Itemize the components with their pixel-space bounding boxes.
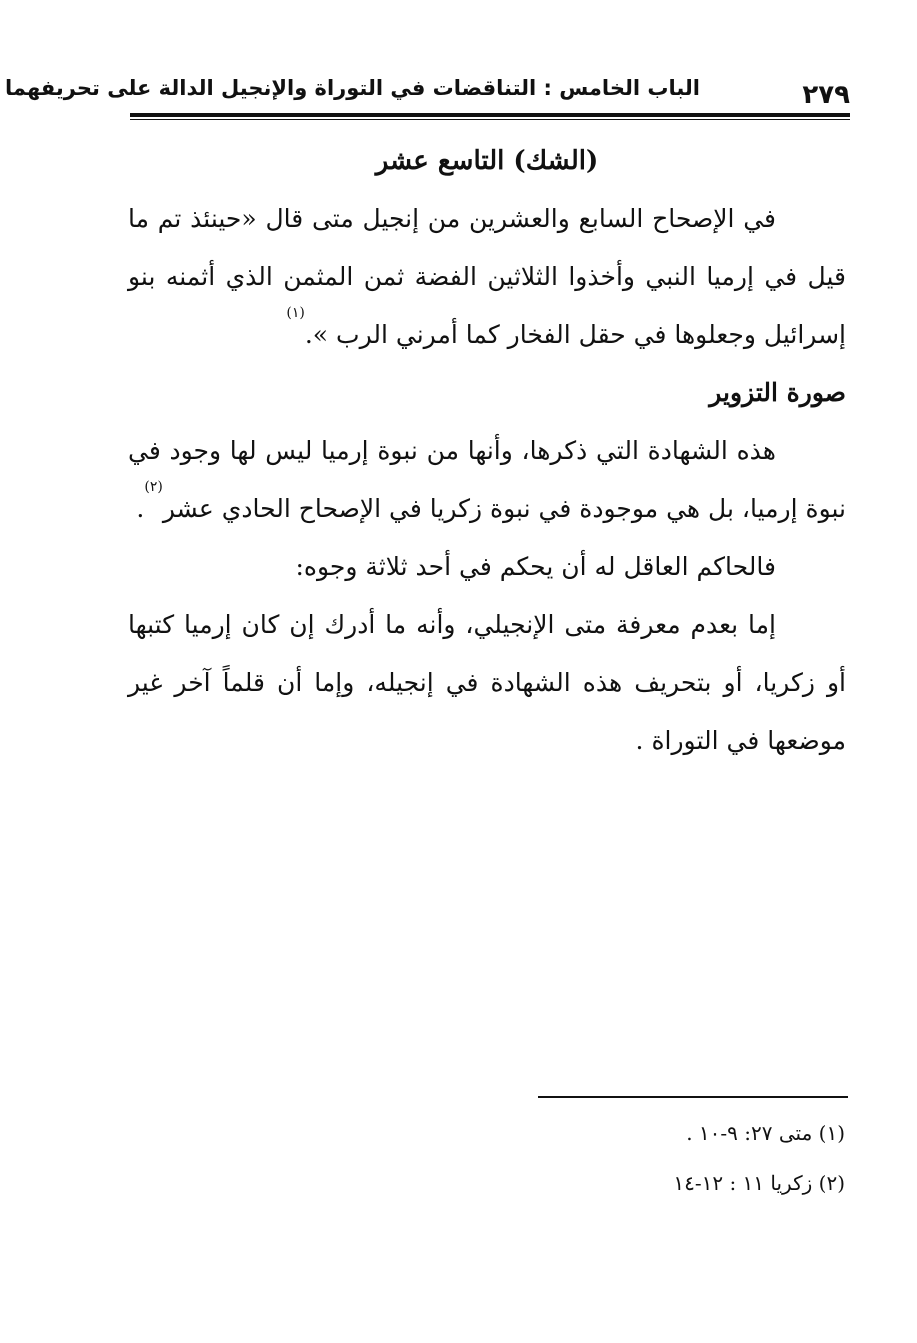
- para4-line-1: إما بعدم معرفة متى الإنجيلي، وأنه ما أدرك إن كان إرميا كتبها: [128, 610, 776, 639]
- paragraph-2: [128, 422, 846, 538]
- body-text: [128, 132, 846, 770]
- header-rule-thin: [130, 119, 850, 120]
- footnote-ref-2: (٢): [144, 479, 163, 495]
- footnote-separator: [538, 1096, 848, 1098]
- footnotes: [500, 1108, 845, 1208]
- para2-end: .: [136, 494, 145, 523]
- paragraph-1: [128, 190, 846, 364]
- para2-line-1: هذه الشهادة التي ذكرها، وأنها من نبوة إرميا ليس لها وجود في: [128, 436, 776, 465]
- page-header: [4, 72, 850, 112]
- footnote-1: (١) متى ٢٧: ٩-١٠ .: [686, 1121, 845, 1145]
- paragraph-4: [128, 596, 846, 770]
- footnote-2: (٢) زكريا ١١ : ١٢-١٤: [673, 1171, 845, 1195]
- para2-line-2: نبوة إرميا، بل هي موجودة في نبوة زكريا في الإصحاح الحادي عشر: [162, 494, 846, 523]
- para1-line-1: في الإصحاح السابع والعشرين من إنجيل متى قال «حينئذ تم ما: [128, 204, 776, 233]
- paragraph-3: فالحاكم العاقل له أن يحكم في أحد ثلاثة وجوه:: [295, 552, 776, 581]
- page-number: ٢٧٩: [802, 80, 850, 110]
- footnote-ref-1: (١): [286, 305, 305, 321]
- header-title: الباب الخامس : التناقضات في التوراة والإنجيل الدالة على تحريفهما: [4, 76, 700, 100]
- para4-line-3: موضعها في التوراة .: [635, 726, 846, 755]
- para4-line-2: أو زكريا، أو بتحريف هذه الشهادة في إنجيله، وإما أن قلماً آخر غير: [128, 668, 846, 697]
- subheading: صورة التزوير: [709, 378, 846, 407]
- header-rule-thick: [130, 113, 850, 117]
- para1-line-2: قيل في إرميا النبي وأخذوا الثلاثين الفضة ثمن المثمن الذي أثمنه بنو إسرائيل: [128, 262, 846, 349]
- para1-line-3: وجعلوها في حقل الفخار كما أمرني الرب ».: [304, 320, 756, 349]
- section-heading: (الشك) التاسع عشر: [375, 146, 599, 176]
